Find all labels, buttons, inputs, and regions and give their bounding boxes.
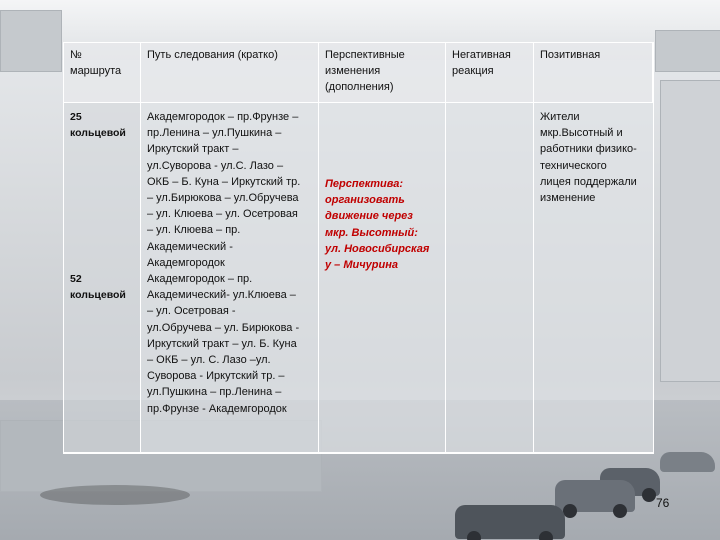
header-route-path: Путь следования (кратко): [141, 43, 319, 103]
background-building: [0, 10, 62, 72]
page-number: 76: [656, 496, 670, 510]
route-number-25: 25 кольцевой: [70, 111, 126, 140]
header-positive-reaction: Позитивная: [534, 43, 653, 103]
perspective-text: Перспектива: организовать движение через мкр. Высотный: ул. Новосибирская у – Мичурина: [325, 178, 430, 272]
perspective-cell: [319, 103, 446, 453]
header-negative-reaction: Негативная реакция: [446, 43, 534, 103]
background-car: [555, 480, 635, 512]
background-car: [660, 452, 715, 472]
background-wall: [660, 80, 720, 382]
route-path-cell: [141, 103, 319, 453]
header-route-number: № маршрута: [64, 43, 141, 103]
background-car: [455, 505, 565, 539]
route-path-52: Академгородок – пр. Академический- ул.Клюева – – ул. Осетровая - ул.Обручева – ул. Бирюкова - Иркутский тракт – ул. Б. Куна – ОКБ – ул. С. Лазо –ул. Суворова - Иркутский тр. – ул.Пушкина – пр.Ленина – пр.Фрунзе - Академгородок: [147, 273, 300, 415]
route-path-25: Академгородок – пр.Фрунзе – пр.Ленина – ул.Пушкина – Иркутский тракт – ул.Суворова - ул.С. Лазо – ОКБ – Б. Куна – Иркутский тр. – ул.Бирюкова – ул.Обручева – ул. Клюева – ул. Осетровая – ул. Клюева – пр. Академический - Академгородок: [147, 111, 301, 269]
route-number-cell: [64, 103, 141, 453]
header-perspective-changes: Перспективные изменения (дополнения): [319, 43, 446, 103]
negative-cell: [446, 103, 534, 453]
positive-cell: Жители мкр.Высотный и работники физико- технического лицея поддержали изменение: [534, 103, 653, 453]
background-shadow: [40, 485, 190, 505]
route-number-52: 52 кольцевой: [70, 273, 126, 302]
routes-table: [63, 42, 654, 454]
background-building: [655, 30, 720, 72]
